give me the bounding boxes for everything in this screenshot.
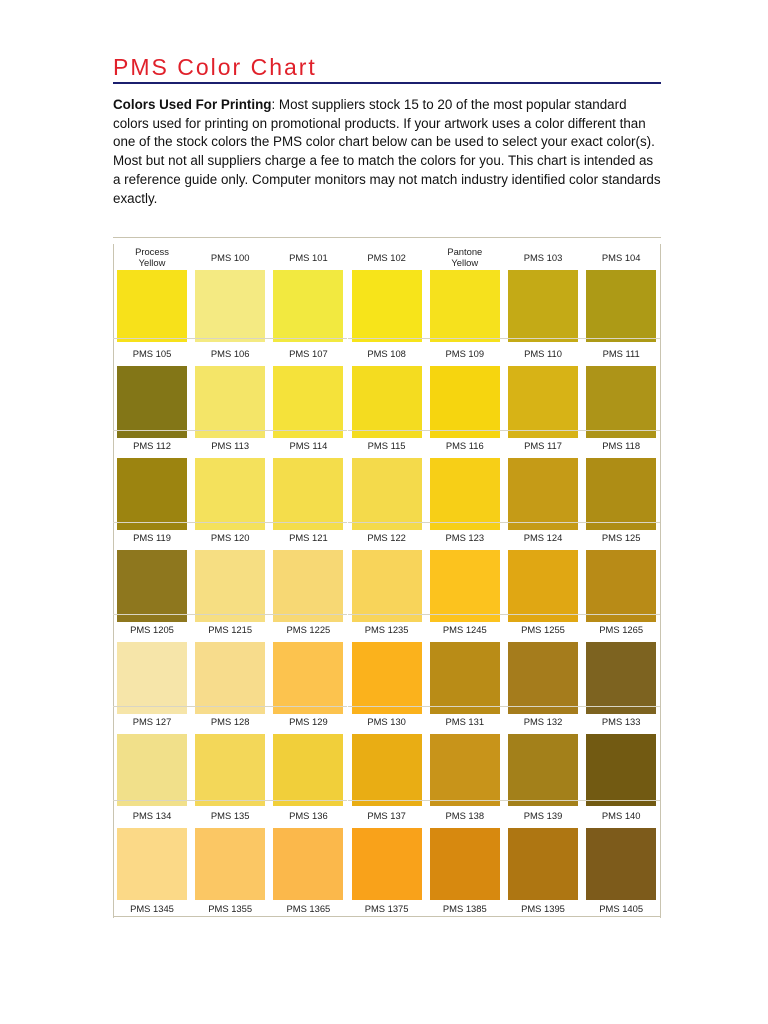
color-label: PMS 108 <box>367 348 406 359</box>
color-cell <box>348 710 426 802</box>
color-label: PMS 117 <box>524 440 562 451</box>
row-divider <box>582 430 660 431</box>
color-swatch <box>273 550 343 622</box>
color-label: PMS 1245 <box>442 624 487 635</box>
color-label: PMS 1215 <box>208 624 253 635</box>
color-cell <box>191 618 269 710</box>
row-divider <box>113 522 191 523</box>
row-divider <box>348 430 426 431</box>
color-cell <box>582 342 660 434</box>
color-label: PMS 136 <box>289 810 328 821</box>
color-label: PMS 1355 <box>208 903 253 914</box>
color-cell <box>113 526 191 618</box>
color-cell <box>504 342 582 434</box>
intro-lead: Colors Used For Printing <box>113 97 272 112</box>
row-divider <box>582 614 660 615</box>
color-cell <box>113 342 191 434</box>
color-label: PMS 123 <box>445 532 485 543</box>
color-label: PMS 132 <box>523 716 563 727</box>
color-swatch <box>430 642 500 714</box>
color-swatch <box>352 458 422 530</box>
row-divider <box>582 338 660 339</box>
row-divider <box>113 338 191 339</box>
color-label: PMS 1385 <box>442 903 487 914</box>
color-swatch <box>430 458 500 530</box>
color-label: PMS 113 <box>211 440 250 451</box>
color-cell <box>504 246 582 338</box>
color-cell <box>191 246 269 338</box>
title-divider <box>113 82 661 84</box>
color-swatch <box>273 642 343 714</box>
color-swatch <box>508 270 578 342</box>
color-cell <box>348 342 426 434</box>
color-label: PMS 116 <box>445 440 484 451</box>
color-swatch <box>117 550 187 622</box>
row-divider <box>269 522 347 523</box>
color-cell <box>191 434 269 526</box>
color-swatch <box>508 828 578 900</box>
color-label: PMS 131 <box>445 716 485 727</box>
color-cell <box>426 526 504 618</box>
color-swatch <box>508 366 578 438</box>
color-label: PMS 130 <box>367 716 406 727</box>
row-divider <box>191 430 269 431</box>
color-label: PMS 133 <box>601 716 641 727</box>
row-divider <box>504 800 582 801</box>
color-label: PMS 103 <box>523 252 563 263</box>
color-cell <box>504 710 582 802</box>
row-divider <box>504 338 582 339</box>
color-cell <box>504 526 582 618</box>
color-label: PMS 110 <box>524 348 562 359</box>
row-divider <box>191 338 269 339</box>
row-divider <box>348 800 426 801</box>
color-label: PMS 106 <box>210 348 250 359</box>
row-divider <box>426 800 504 801</box>
color-label: PMS 140 <box>601 810 641 821</box>
color-cell <box>582 710 660 802</box>
row-divider <box>426 338 504 339</box>
intro-body: : Most suppliers stock 15 to 20 of the most popular standard colors used for printing on promotional products. If your artwork uses a color different than one of the stock colors the PMS color chart below can be used to select your exact color(s). Most but not all suppliers charge a fee to match the colors for you. This chart is intended as a reference guide only. Computer monitors may not match industry identified color standards exactly. <box>113 97 661 206</box>
row-divider <box>269 614 347 615</box>
color-cell <box>504 434 582 526</box>
color-swatch <box>117 458 187 530</box>
row-divider <box>582 522 660 523</box>
color-cell <box>191 804 269 896</box>
color-swatch <box>273 828 343 900</box>
color-swatch <box>273 270 343 342</box>
color-label: PMS 111 <box>602 348 640 359</box>
color-label: PMS 115 <box>367 440 406 451</box>
row-divider <box>113 430 191 431</box>
color-cell <box>113 804 191 896</box>
color-cell <box>348 246 426 338</box>
color-cell <box>426 710 504 802</box>
page-title: PMS Color Chart <box>113 54 317 80</box>
color-label: PMS 112 <box>133 440 171 451</box>
intro-paragraph <box>113 96 661 208</box>
color-swatch <box>586 828 656 900</box>
color-swatch <box>195 550 265 622</box>
color-cell <box>113 710 191 802</box>
color-swatch <box>508 458 578 530</box>
color-label: PMS 119 <box>133 532 171 543</box>
row-divider <box>348 338 426 339</box>
color-cell <box>191 526 269 618</box>
color-label: PMS 127 <box>132 716 172 727</box>
color-label: PMS 134 <box>132 810 172 821</box>
chart-bottom-rule <box>113 916 661 917</box>
color-cell <box>426 618 504 710</box>
color-swatch <box>586 550 656 622</box>
color-label: PMS 137 <box>367 810 406 821</box>
color-label: PMS 102 <box>367 252 406 263</box>
color-label: PMS 128 <box>210 716 250 727</box>
color-cell <box>348 618 426 710</box>
row-divider <box>504 706 582 707</box>
color-label: PMS 109 <box>445 348 485 359</box>
row-divider <box>113 614 191 615</box>
color-cell <box>269 618 347 710</box>
color-cell <box>269 710 347 802</box>
color-cell <box>582 618 660 710</box>
color-label: PMS 1225 <box>286 624 331 635</box>
row-divider <box>348 614 426 615</box>
color-label: PMS 1205 <box>130 624 174 635</box>
color-swatch <box>195 270 265 342</box>
color-label: PMS 1375 <box>364 903 409 914</box>
row-divider <box>582 706 660 707</box>
color-swatch <box>352 734 422 806</box>
row-divider <box>269 706 347 707</box>
color-swatch <box>586 270 656 342</box>
color-label: PMS 138 <box>445 810 485 821</box>
color-label: PMS 122 <box>367 532 406 543</box>
color-swatch <box>586 458 656 530</box>
color-label: Process Yellow <box>135 246 169 268</box>
color-label: PMS 100 <box>210 252 250 263</box>
color-cell <box>504 804 582 896</box>
color-label: PMS 135 <box>210 810 250 821</box>
row-divider <box>191 614 269 615</box>
row-divider <box>191 522 269 523</box>
color-label: PMS 1265 <box>599 624 644 635</box>
color-cell <box>348 434 426 526</box>
color-swatch <box>117 734 187 806</box>
row-divider <box>113 706 191 707</box>
color-label: PMS 1345 <box>130 903 174 914</box>
color-cell <box>269 804 347 896</box>
color-cell <box>582 526 660 618</box>
color-label: PMS 120 <box>210 532 250 543</box>
color-swatch <box>352 270 422 342</box>
color-label: PMS 121 <box>289 532 328 543</box>
color-swatch <box>117 366 187 438</box>
color-label: PMS 118 <box>602 440 641 451</box>
color-label: PMS 101 <box>289 252 328 263</box>
color-label: PMS 105 <box>132 348 172 359</box>
row-divider <box>191 800 269 801</box>
color-cell <box>113 434 191 526</box>
color-cell <box>191 342 269 434</box>
row-divider <box>504 430 582 431</box>
color-cell <box>426 804 504 896</box>
color-cell <box>426 246 504 338</box>
color-swatch <box>352 642 422 714</box>
color-label: PMS 1365 <box>286 903 331 914</box>
color-swatch <box>508 734 578 806</box>
color-label: Pantone Yellow <box>447 246 483 268</box>
color-cell <box>191 710 269 802</box>
color-swatch <box>430 366 500 438</box>
color-label: PMS 1405 <box>599 903 644 914</box>
color-cell <box>113 618 191 710</box>
color-swatch <box>117 828 187 900</box>
row-divider <box>426 522 504 523</box>
row-divider <box>426 706 504 707</box>
color-label: PMS 114 <box>289 440 328 451</box>
color-swatch <box>586 366 656 438</box>
color-cell <box>269 342 347 434</box>
color-swatch <box>586 734 656 806</box>
color-cell <box>504 618 582 710</box>
color-swatch <box>508 550 578 622</box>
color-swatch <box>195 828 265 900</box>
color-swatch <box>352 828 422 900</box>
color-swatch <box>352 550 422 622</box>
color-swatch <box>117 642 187 714</box>
color-swatch <box>586 642 656 714</box>
color-swatch <box>430 270 500 342</box>
row-divider <box>582 800 660 801</box>
color-cell <box>269 526 347 618</box>
color-cell <box>113 246 191 338</box>
color-cell <box>348 526 426 618</box>
color-swatch <box>117 270 187 342</box>
row-divider <box>269 800 347 801</box>
color-label: PMS 104 <box>601 252 641 263</box>
row-divider <box>504 614 582 615</box>
row-divider <box>504 522 582 523</box>
color-swatch <box>430 828 500 900</box>
color-cell <box>426 434 504 526</box>
color-swatch <box>352 366 422 438</box>
row-divider <box>348 706 426 707</box>
color-label: PMS 139 <box>523 810 563 821</box>
color-swatch <box>430 734 500 806</box>
row-divider <box>426 430 504 431</box>
color-label: PMS 129 <box>289 716 328 727</box>
color-cell <box>582 434 660 526</box>
color-cell <box>582 246 660 338</box>
color-swatch <box>273 458 343 530</box>
color-label: PMS 1235 <box>364 624 409 635</box>
color-cell <box>582 804 660 896</box>
color-label: PMS 1255 <box>521 624 565 635</box>
color-cell <box>348 804 426 896</box>
color-swatch <box>273 366 343 438</box>
row-divider <box>348 522 426 523</box>
color-label: PMS 1395 <box>521 903 565 914</box>
chart-bottom-labels <box>113 903 661 919</box>
color-swatch <box>508 642 578 714</box>
color-swatch <box>195 642 265 714</box>
row-divider <box>426 614 504 615</box>
color-cell <box>269 246 347 338</box>
color-swatch <box>273 734 343 806</box>
color-swatch <box>430 550 500 622</box>
color-cell <box>269 434 347 526</box>
row-divider <box>269 430 347 431</box>
color-swatch <box>195 458 265 530</box>
color-label: PMS 124 <box>523 532 563 543</box>
color-label: PMS 125 <box>601 532 641 543</box>
color-swatch <box>195 366 265 438</box>
color-cell <box>426 342 504 434</box>
color-swatch <box>195 734 265 806</box>
row-divider <box>191 706 269 707</box>
color-chart-grid <box>113 237 661 918</box>
row-divider <box>269 338 347 339</box>
row-divider <box>113 800 191 801</box>
color-label: PMS 107 <box>289 348 328 359</box>
